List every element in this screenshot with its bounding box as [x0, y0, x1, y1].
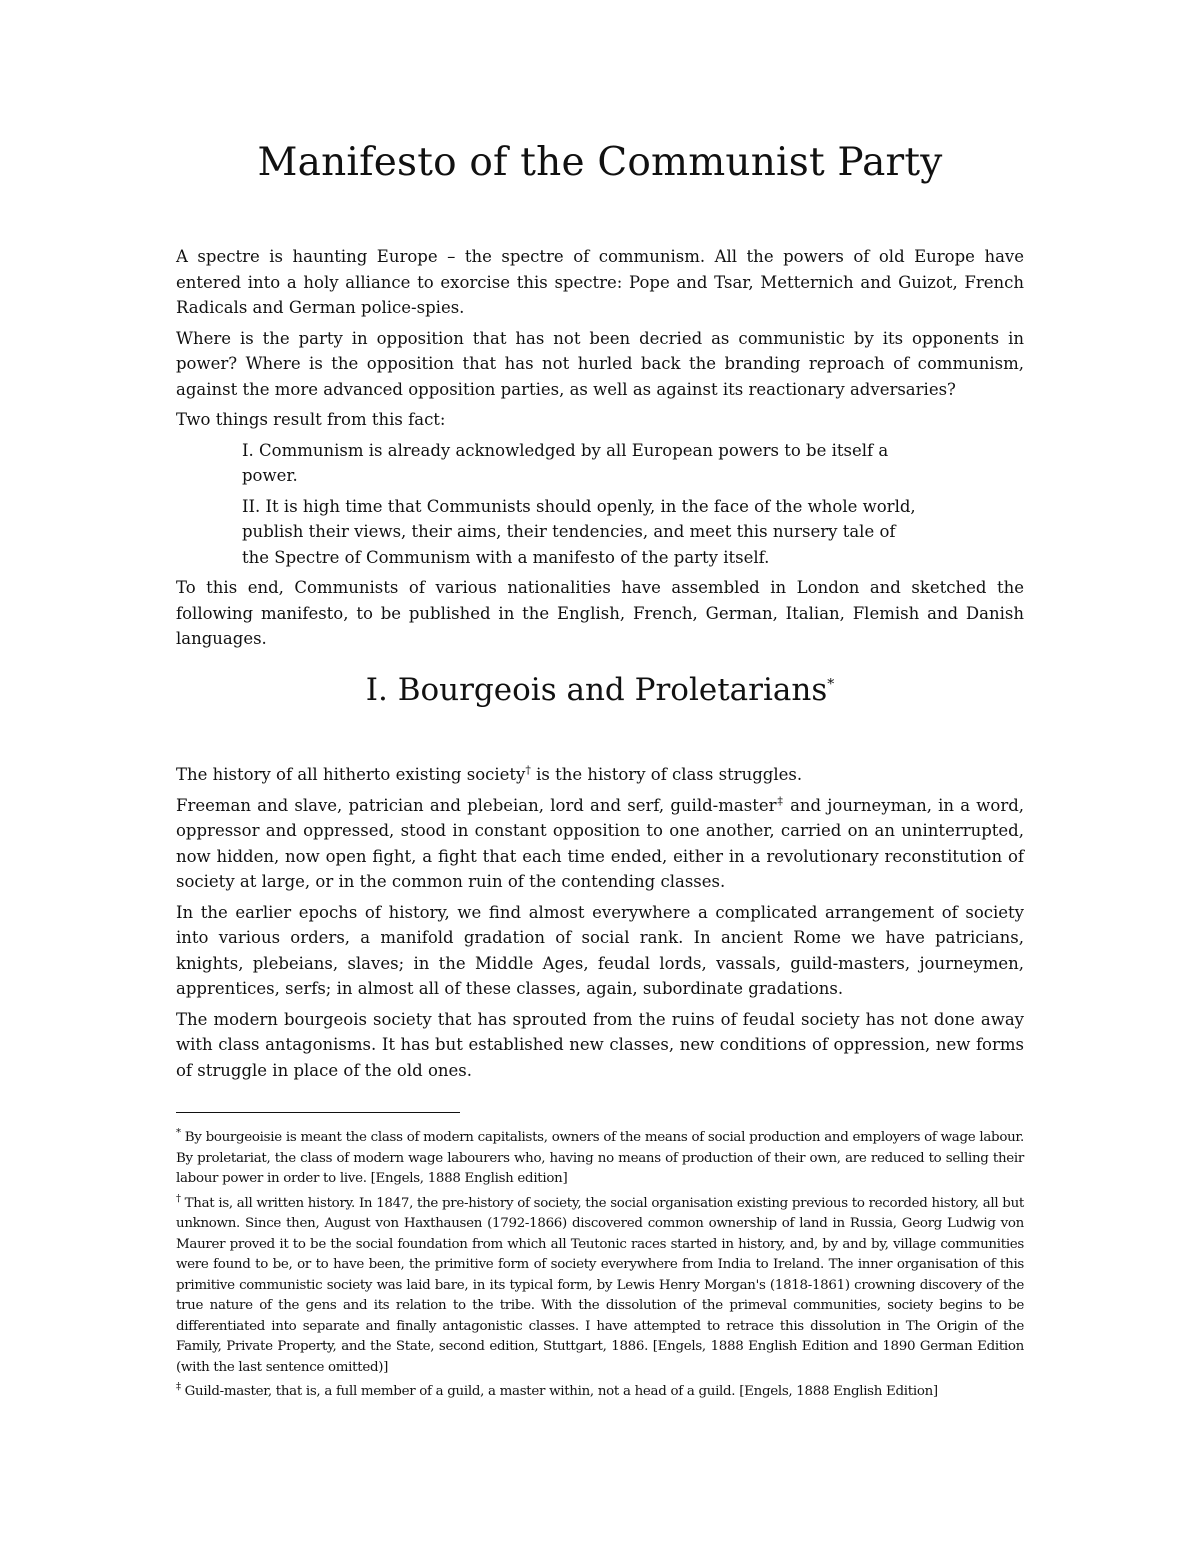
- footnote: [176, 1382, 1024, 1403]
- intro-text: [176, 244, 1024, 657]
- footnote-mark: †: [176, 1193, 181, 1205]
- section-paragraph: [176, 793, 1024, 895]
- section-paragraph: The modern bourgeois society that has sprouted from the ruins of feudal society has not done away with class antagonisms. It has but established new classes, new conditions of oppression, new forms of struggle in place of the old ones.: [176, 1009, 1024, 1080]
- paragraph-text: The history of all hitherto existing society: [176, 765, 526, 784]
- footnote-mark: *: [176, 1127, 181, 1139]
- footnote-ref-mark[interactable]: ‡: [776, 794, 784, 807]
- footnote-ref-mark[interactable]: †: [525, 763, 531, 777]
- intro-paragraph: A spectre is haunting Europe – the spectre of communism. All the powers of old Europe have entered into a holy alliance to exorcise this spectre: Pope and Tsar, Metternich and Guizot, French Radicals and German police-spies.: [176, 247, 1024, 317]
- footnote-ref-mark[interactable]: *: [827, 676, 835, 693]
- footnote-text: That is, all written history. In 1847, the pre-history of society, the social organisation existing previous to recorded history, all but unknown. Since then, August von Haxthausen (1792-1866) discovered common ownership of land in Russia, Georg Ludwig von Maurer proved it to be the social foundation from which all Teutonic races started in history, and, by and by, village communities were found to be, or to have been, the primitive form of society everywhere from India to Ireland. The inner organisation of this primitive communistic society was laid bare, in its typical form, by Lewis Henry Morgan's (1818-1861) crowning discovery of the true nature of the gens and its relation to the tribe. With the dissolution of the primeval communities, society begins to be differentiated into separate and finally antagonistic classes. I have attempted to retrace this dissolution in The Origin of the Family, Private Property, and the State, second edition, Stuttgart, 1886. [Engels, 1888 English Edition and 1890 German Edition (with the last sentence omitted)]: [176, 1195, 1024, 1375]
- paragraph-text: is the history of class struggles.: [530, 765, 803, 784]
- section-paragraph: In the earlier epochs of history, we find almost everywhere a complicated arrangement of society into various orders, a manifold gradation of social rank. In ancient Rome we have patricians, knights, plebeians, slaves; in the Middle Ages, feudal lords, vassals, guild-masters, journeymen, apprentices, serfs; in almost all of these classes, again, subordinate gradations.: [176, 902, 1024, 998]
- section-paragraph: [176, 762, 1024, 788]
- footnote: [176, 1194, 1024, 1379]
- section-heading-text: I. Bourgeois and Proletarians: [365, 672, 828, 708]
- footnote-divider: [176, 1112, 460, 1113]
- intro-paragraph: Two things result from this fact:: [176, 410, 446, 429]
- footnote-text: By bourgeoisie is meant the class of modern capitalists, owners of the means of social production and employers of wage labour. By proletariat, the class of modern wage labourers who, having no means of production of their own, are reduced to selling their labour power in order to live. [Engels, 1888 English edition]: [176, 1130, 1024, 1186]
- footnote-text: Guild-master, that is, a full member of a guild, a master within, not a head of a guild. [Engels, 1888 English Edition]: [180, 1384, 938, 1399]
- page-title: Manifesto of the Communist Party: [257, 140, 943, 185]
- paragraph-text: and journeyman, in a word, oppressor and oppressed, stood in constant opposition to one another, carried on an uninterrupted, now hidden, now open fight, a fight that each time ended, either in a revolutionary reconstitution of society at large, or in the common ruin of the contending classes.: [176, 795, 1025, 891]
- section-heading: [176, 672, 1024, 709]
- intro-paragraph: To this end, Communists of various nationalities have assembled in London and sketched the following manifesto, to be published in the English, French, German, Italian, Flemish and Danish languages.: [176, 578, 1024, 648]
- intro-list-item: II. It is high time that Communists should openly, in the face of the whole world, publish their views, their aims, their tendencies, and meet this nursery tale of the Spectre of Communism with a manifesto of the party itself.: [242, 496, 916, 567]
- intro-paragraph: Where is the party in opposition that has not been decried as communistic by its opponents in power? Where is the opposition that has not hurled back the branding reproach of communism, against the more advanced opposition parties, as well as against its reactionary adversaries?: [176, 328, 1024, 399]
- footnote-mark: ‡: [176, 1381, 181, 1393]
- intro-list-item: I. Communism is already acknowledged by all European powers to be itself a power.: [242, 440, 889, 485]
- footnotes: [176, 1128, 1024, 1407]
- footnote: [176, 1128, 1024, 1190]
- section-body: [176, 762, 1024, 1088]
- paragraph-text: Freeman and slave, patrician and plebeian, lord and serf, guild-master: [176, 795, 777, 815]
